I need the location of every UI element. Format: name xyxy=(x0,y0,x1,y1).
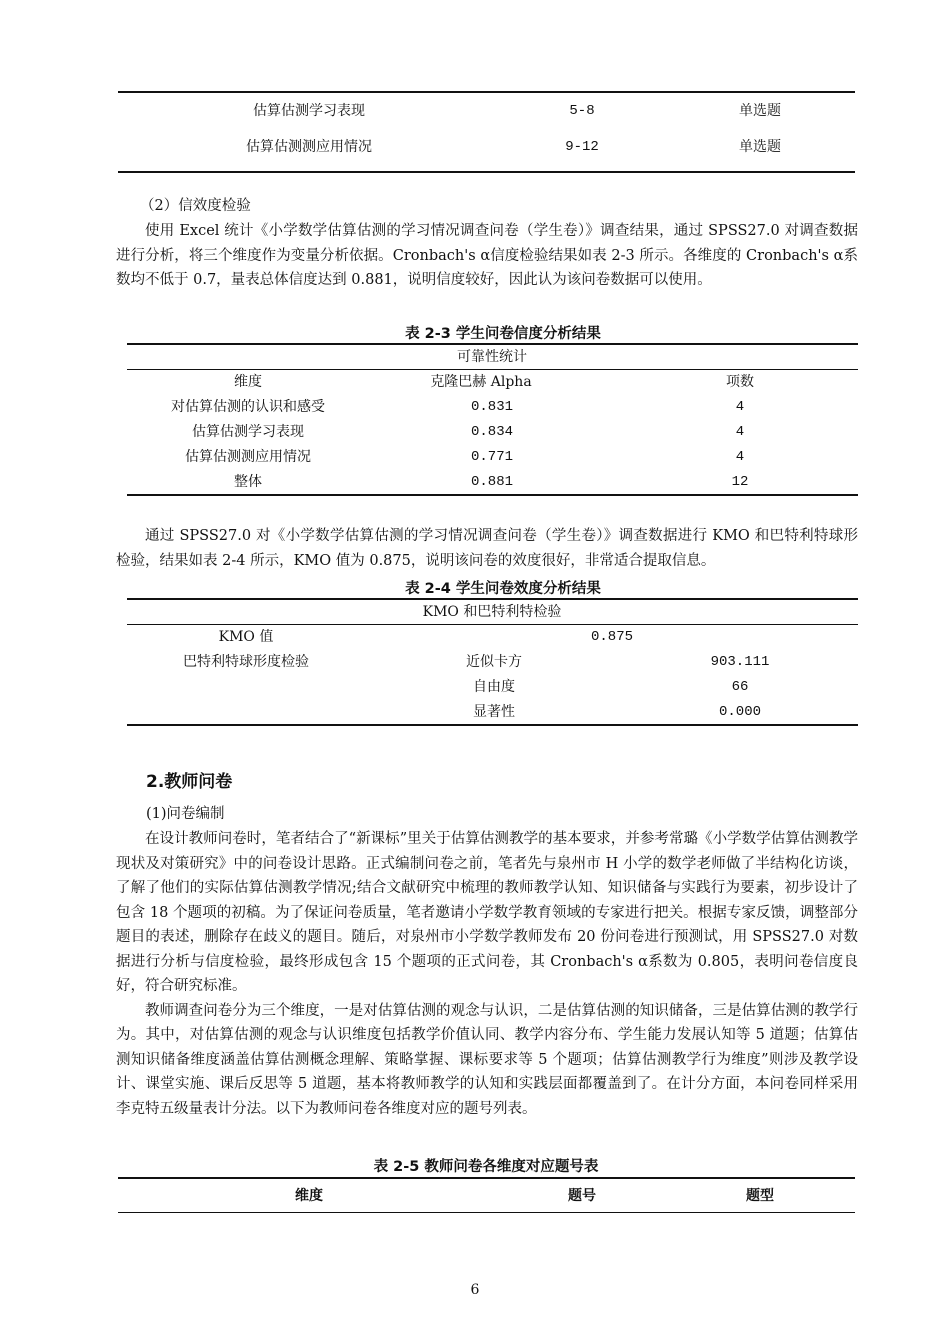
table-2-4-group-header: KMO 和巴特利特检验 xyxy=(422,604,562,620)
table-2-4-row3-value: 0.000 xyxy=(718,704,762,720)
table-2-4-bartlett-label: 巴特利特球形度检验 xyxy=(183,654,309,670)
table-2-4-row2-value: 66 xyxy=(731,679,749,695)
table-2-5-header-items: 题号 xyxy=(568,1188,596,1204)
sub-heading-reliability: （2）信效度检验 xyxy=(140,198,251,214)
page-number: 6 xyxy=(470,1282,480,1298)
table-2-3-row4-dimension: 整体 xyxy=(234,474,262,490)
table-2-3-header-dimension: 维度 xyxy=(234,374,262,390)
paragraph-teacher-design-text: 在设计教师问卷时，笔者结合了“新课标”里关于估算估测教学的基本要求，并参考常璐《小学数学估算估测教学现状及对策研究》中的问卷设计思路。正式编制问卷之前，笔者先与泉州市 H 小学的数学老师做了半结构化访谈，了解了他们的实际估算估测教学情况;结合文献研究中梳理的教师教学认知、知识储备与实践行为要素，初步设计了包含 18 个题项的初稿。为了保证问卷质量，笔者邀请小学数学教育领域的专家进行把关。根据专家反馈，调整部分题目的表述，删除存在歧义的题目。随后，对泉州市小学数学教师发布 20 份问卷进行预测试，用 SPSS27.0 对数据进行分析与信度检验，最终形成包含 15 个题项的正式问卷，其 Cronbach's α系数为 0.805，表明问卷信度良好，符合研究标准。 xyxy=(116,831,858,994)
section-title-teacher-questionnaire: 2.教师问卷 xyxy=(146,772,233,792)
table-2-3-row3-alpha: 0.771 xyxy=(470,449,514,465)
table-2-5-title: 表 2-5 教师问卷各维度对应题号表 xyxy=(373,1159,599,1175)
table-2-5-top-rule xyxy=(118,1177,855,1179)
table-2-4-row3-label: 显著性 xyxy=(473,704,515,720)
paragraph-teacher-dimensions-text: 教师调查问卷分为三个维度，一是对估算估测的观念与认识，二是估算估测的知识储备，三是估算估测的教学行为。其中，对估算估测的观念与认识维度包括教学价值认同、教学内容分布、学生能力发展认知等 5 道题；估算估测知识储备维度涵盖估算估测概念理解、策略掌握、课标要求等 5 个题项；估算估测教学行为维度”则涉及教学设计、课堂实施、课后反思等 5 道题，基本将教师教学的认知和实践层面都覆盖到了。在计分方面，本问卷同样采用李克特五级量表计分法。以下为教师问卷各维度对应的题号列表。 xyxy=(116,1002,858,1117)
table-top-row1-dimension: 估算估测学习表现 xyxy=(253,103,365,119)
table-2-4-row1-value: 903.111 xyxy=(710,654,770,670)
sub-heading-compilation: (1)问卷编制 xyxy=(146,806,225,822)
paragraph-validity xyxy=(116,524,858,573)
paragraph-reliability xyxy=(116,219,858,293)
table-2-4-top-rule xyxy=(127,598,858,600)
table-2-3-row1-count: 4 xyxy=(735,399,745,415)
table-2-3-row3-dimension: 估算估测测应用情况 xyxy=(185,449,311,465)
table-2-3-row1-alpha: 0.831 xyxy=(470,399,514,415)
table-top-rule xyxy=(118,91,855,93)
table-top-row2-items: 9-12 xyxy=(565,139,599,155)
table-2-3-bottom-rule xyxy=(127,494,858,496)
table-top-row2-type: 单选题 xyxy=(739,139,781,155)
table-2-3-row4-alpha: 0.881 xyxy=(470,474,514,490)
table-2-3-row2-alpha: 0.834 xyxy=(470,424,514,440)
paragraph-reliability-text: 使用 Excel 统计《小学数学估算估测的学习情况调查问卷（学生卷）》调查结果，通过 SPSS27.0 对调查数据进行分析，将三个维度作为变量分析依据。Cronbach's α信度检验结果如表 2-3 所示。各维度的 Cronbach's α系数均不低于 0.7，量表总体信度达到 0.881，说明信度较好，因此认为该问卷数据可以使用。 xyxy=(116,223,858,288)
table-2-4-mid-rule xyxy=(127,624,858,625)
table-2-4-kmo-label: KMO 值 xyxy=(218,629,274,645)
table-2-3-row2-dimension: 估算估测学习表现 xyxy=(192,424,304,440)
table-2-4-row2-label: 自由度 xyxy=(473,679,515,695)
table-top-row1-items: 5-8 xyxy=(569,103,595,119)
table-2-4-kmo-value: 0.875 xyxy=(590,629,634,645)
table-top-bottom-rule xyxy=(118,171,855,173)
table-2-4-title: 表 2-4 学生问卷效度分析结果 xyxy=(405,581,601,597)
table-2-3-top-rule xyxy=(127,343,858,345)
table-2-3-row4-count: 12 xyxy=(731,474,749,490)
table-2-4-bottom-rule xyxy=(127,724,858,726)
table-2-3-title: 表 2-3 学生问卷信度分析结果 xyxy=(405,326,601,342)
table-2-3-row1-dimension: 对估算估测的认识和感受 xyxy=(171,399,325,415)
table-2-5-header-type: 题型 xyxy=(746,1188,774,1204)
table-top-row1-type: 单选题 xyxy=(739,103,781,119)
table-2-5-header-rule xyxy=(118,1212,855,1213)
table-top-row2-dimension: 估算估测测应用情况 xyxy=(246,139,372,155)
table-2-3-group-header: 可靠性统计 xyxy=(457,349,527,365)
table-2-3-header-alpha: 克隆巴赫 Alpha xyxy=(430,374,532,390)
table-2-5-header-dimension: 维度 xyxy=(295,1188,323,1204)
table-2-3-row2-count: 4 xyxy=(735,424,745,440)
table-2-4-row1-label: 近似卡方 xyxy=(466,654,522,670)
paragraph-validity-text: 通过 SPSS27.0 对《小学数学估算估测的学习情况调查问卷（学生卷）》调查数据进行 KMO 和巴特利特球形检验，结果如表 2-4 所示，KMO 值为 0.875，说明该问卷的效度很好，非常适合提取信息。 xyxy=(116,528,858,569)
table-2-3-mid-rule xyxy=(127,369,858,370)
table-2-3-header-count: 项数 xyxy=(726,374,754,390)
table-2-3-row3-count: 4 xyxy=(735,449,745,465)
paragraph-teacher-design xyxy=(116,827,858,1121)
